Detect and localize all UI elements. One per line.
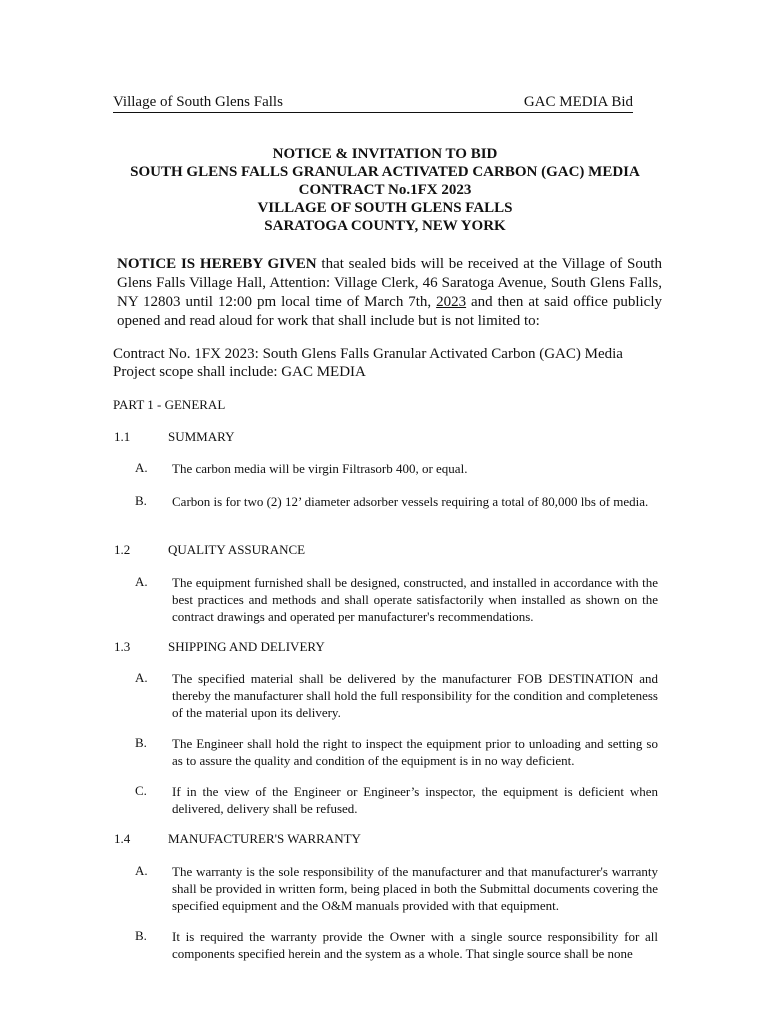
shipping-item-c: If in the view of the Engineer or Engineer’s inspector, the equipment is deficient when delivered, delivery shall be refused. <box>172 784 658 816</box>
item-letter: B. <box>135 928 147 943</box>
notice-text-part-1: that sealed bids will be received at the Village of South Glens Falls Village Hall, Attention: Village Clerk, 46 Saratoga Avenue, South Glens Falls, NY 12803 until 12:00 pm local time of March 7th, <box>117 256 662 310</box>
shipping-item-a: The specified material shall be delivered by the manufacturer FOB DESTINATION and thereby the manufacturer shall hold the full responsibility for the condition and completeness of the material upon its delivery. <box>172 671 658 720</box>
warranty-item-b: It is required the warranty provide the Owner with a single source responsibility for all components specified herein and the system as a whole. That single source shall be none <box>172 929 658 961</box>
section-number-1-1: 1.1 <box>114 429 131 444</box>
title-line-5: SARATOGA COUNTY, NEW YORK <box>264 218 506 234</box>
notice-paragraph <box>117 255 662 331</box>
notice-title-block <box>0 145 770 235</box>
section-title-shipping-delivery: SHIPPING AND DELIVERY <box>168 639 325 654</box>
part-1-heading: PART 1 - GENERAL <box>113 397 226 412</box>
contract-line-1: Contract No. 1FX 2023: South Glens Falls Granular Activated Carbon (GAC) Media <box>113 346 623 362</box>
section-number-1-2: 1.2 <box>114 542 131 557</box>
item-letter: B. <box>135 735 147 750</box>
page-header <box>113 92 633 113</box>
item-letter: A. <box>135 460 148 475</box>
item-letter: A. <box>135 863 148 878</box>
quality-assurance-item-a: The equipment furnished shall be designed, constructed, and installed in accordance with the best practices and methods and shall operate satisfactorily when installed as shown on the contract drawings and operated per manufacturer's recommendations. <box>172 575 658 624</box>
title-line-4: VILLAGE OF SOUTH GLENS FALLS <box>257 200 513 216</box>
item-letter: A. <box>135 574 148 589</box>
item-letter: C. <box>135 783 147 798</box>
contract-scope-line: Project scope shall include: GAC MEDIA <box>113 364 366 380</box>
header-village-name: Village of South Glens Falls <box>113 94 283 110</box>
section-title-quality-assurance: QUALITY ASSURANCE <box>168 542 306 557</box>
item-letter: B. <box>135 493 147 508</box>
section-title-manufacturers-warranty: MANUFACTURER'S WARRANTY <box>168 831 361 846</box>
title-line-3: CONTRACT No.1FX 2023 <box>298 182 472 198</box>
shipping-item-b: The Engineer shall hold the right to inspect the equipment prior to unloading and setting so as to assure the quality and condition of the equipment is in no way deficient. <box>172 736 658 768</box>
section-number-1-4: 1.4 <box>114 831 131 846</box>
notice-year: 2023 <box>436 294 467 310</box>
notice-text-part-2: and then at said office publicly opened and read aloud for work that shall include but is not limited to: <box>117 294 662 329</box>
summary-item-a: The carbon media will be virgin Filtrasorb 400, or equal. <box>172 461 468 476</box>
warranty-item-a: The warranty is the sole responsibility of the manufacturer and that manufacturer's warranty shall be provided in written form, being placed in both the Submittal documents covering the specified equipment and the O&M manuals provided with that equipment. <box>172 864 658 913</box>
title-line-2: SOUTH GLENS FALLS GRANULAR ACTIVATED CARBON (GAC) MEDIA <box>130 164 640 180</box>
section-title-summary: SUMMARY <box>168 429 235 444</box>
contract-description <box>113 345 673 381</box>
title-line-1: NOTICE & INVITATION TO BID <box>272 146 498 162</box>
section-number-1-3: 1.3 <box>114 639 131 654</box>
summary-item-b: Carbon is for two (2) 12’ diameter adsorber vessels requiring a total of 80,000 lbs of media. <box>172 494 649 509</box>
notice-lead: NOTICE IS HEREBY GIVEN <box>117 256 317 272</box>
item-letter: A. <box>135 670 148 685</box>
header-bid-name: GAC MEDIA Bid <box>523 94 633 110</box>
